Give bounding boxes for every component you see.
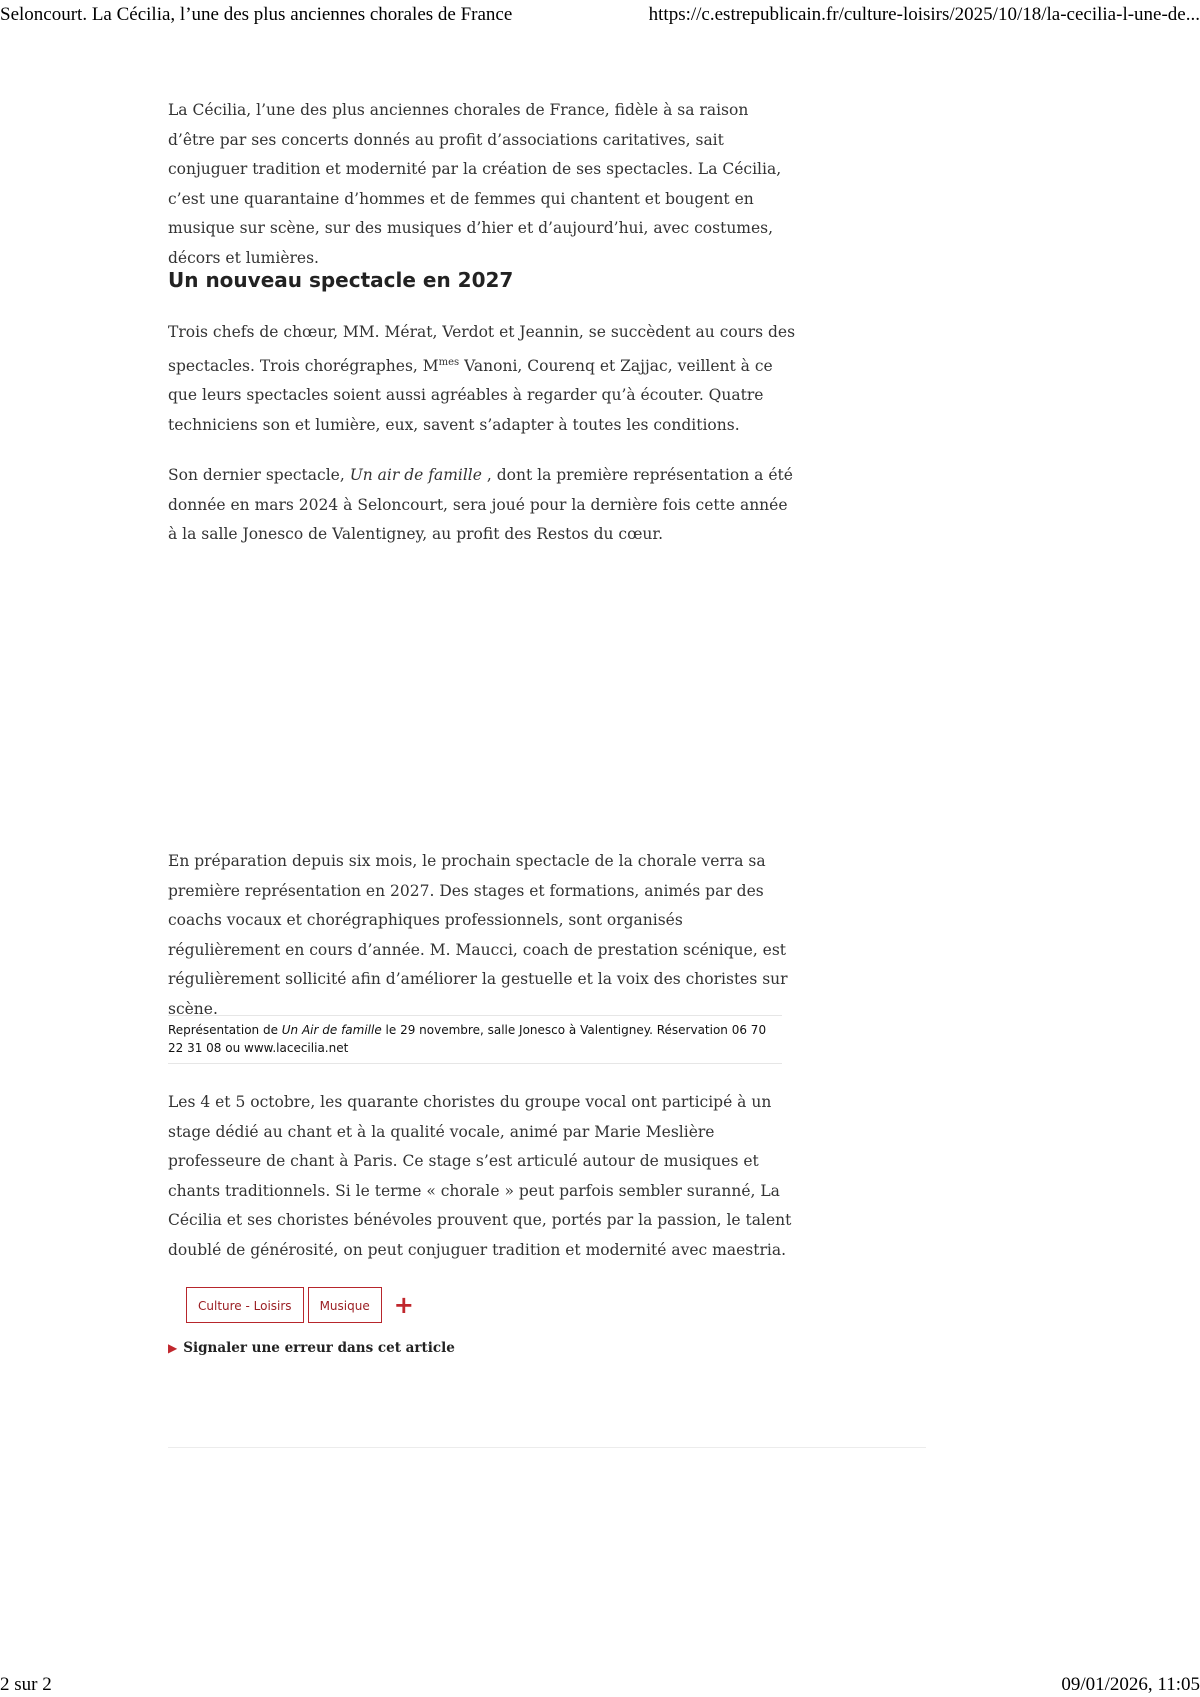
info-text-end: le 29 novembre, salle Jonesco à Valentigney. Réservation 06 70 22 31 08 ou www.lacecilia.net xyxy=(168,1023,767,1055)
article-paragraph-preparation: En préparation depuis six mois, le prochain spectacle de la chorale verra sa première représentation en 2027. Des stages et formations, animés par des coachs vocaux et chorégraphiques professionnels, sont organisés régulièrement en cours d’année. M. Maucci, coach de prestation scénique, est régulièrement sollicité afin d’améliorer la gestuelle et la voix des choristes sur scène. xyxy=(168,852,788,1018)
team-text-end: Vanoni, Courenq et Zajjac, veillent à ce que leurs spectacles soient aussi agréables à regarder qu’à écouter. Quatre techniciens son et lumière, eux, savent s’adapter à toutes les conditions. xyxy=(168,356,773,434)
article-paragraph-workshop: Les 4 et 5 octobre, les quarante choristes du groupe vocal ont participé à un stage dédié au chant et à la qualité vocale, animé par Marie Meslière professeure de chant à Paris. Ce stage s’est articulé autour de musiques et chants traditionnels. Si le terme « chorale » peut parfois sembler suranné, La Cécilia et ses choristes bénévoles prouvent que, portés par la passion, le talent doublé de générosité, on peut conjuguer tradition et modernité avec maestria. xyxy=(168,1093,792,1259)
section-divider xyxy=(168,1447,926,1448)
team-text-superscript: mes xyxy=(438,356,460,368)
tag-culture-loisirs[interactable]: Culture - Loisirs xyxy=(186,1287,304,1323)
last-show-text-end: , dont la première représentation a été donnée en mars 2024 à Seloncourt, sera joué pour la dernière fois cette année à la salle Jonesco de Valentigney, au profit des Restos du cœur. xyxy=(168,466,793,543)
team-text-start: Trois chefs de chœur, MM. Mérat, Verdot et Jeannin, se succèdent au cours des spectacles. Trois chorégraphes, M xyxy=(168,323,796,375)
more-tags-plus-icon[interactable]: + xyxy=(393,1291,414,1319)
article-paragraph-last-show xyxy=(168,461,798,550)
print-header-title: Seloncourt. La Cécilia, l’une des plus anciennes chorales de France xyxy=(0,4,513,25)
event-info-box xyxy=(168,1015,782,1064)
print-footer-page: 2 sur 2 xyxy=(0,1674,52,1695)
tag-list xyxy=(186,1287,414,1323)
triangle-right-icon: ▶ xyxy=(168,1341,178,1355)
last-show-text-start: Son dernier spectacle, xyxy=(168,466,350,484)
article-subheading: Un nouveau spectacle en 2027 xyxy=(168,268,514,292)
info-show-title: Un Air de famille xyxy=(281,1023,382,1037)
print-footer-datetime: 09/01/2026, 11:05 xyxy=(1061,1674,1200,1695)
last-show-title: Un air de famille xyxy=(349,466,482,484)
report-error-label: Signaler une erreur dans cet article xyxy=(183,1340,455,1356)
tag-musique[interactable]: Musique xyxy=(308,1287,382,1323)
article-paragraph-intro: La Cécilia, l’une des plus anciennes chorales de France, fidèle à sa raison d’être par ses concerts donnés au profit d’associations caritatives, sait conjuguer tradition et modernité par la création de ses spectacles. La Cécilia, c’est une quarantaine d’hommes et de femmes qui chantent et bougent en musique sur scène, sur des musiques d’hier et d’aujourd’hui, avec costumes, décors et lumières. xyxy=(168,101,782,267)
report-error-link[interactable] xyxy=(168,1340,455,1356)
info-text-start: Représentation de xyxy=(168,1023,282,1037)
article-paragraph-team xyxy=(168,318,798,440)
print-header-url: https://c.estrepublicain.fr/culture-loisirs/2025/10/18/la-cecilia-l-une-de... xyxy=(648,4,1200,25)
